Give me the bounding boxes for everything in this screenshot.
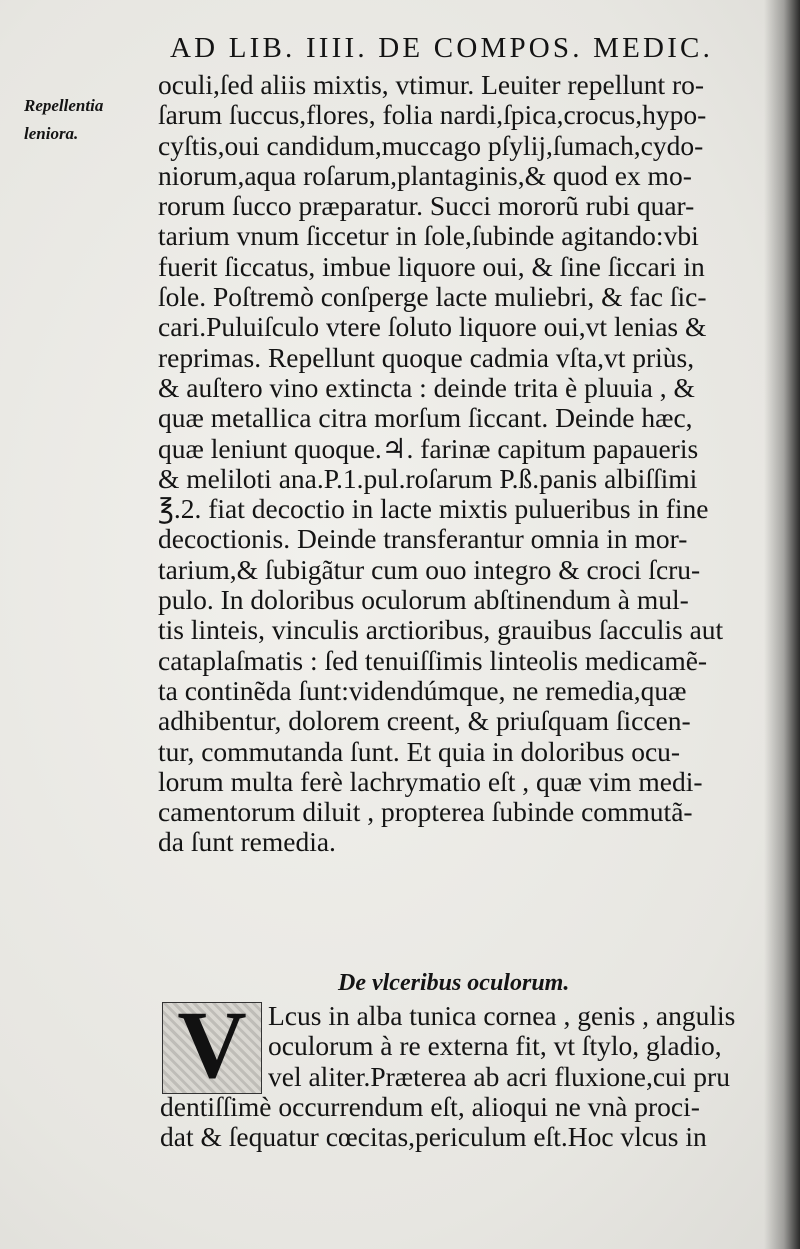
text-line: camentorum diluit , propterea ſubinde commutã- <box>158 796 693 828</box>
running-header: AD LIB. IIII. DE COMPOS. MEDIC. <box>170 32 714 64</box>
text-line: tarium vnum ſiccetur in ſole,ſubinde agitando:vbi <box>158 220 699 252</box>
text-line: & meliloti ana.P.1.pul.roſarum P.ß.panis albiſſimi <box>158 462 698 494</box>
section-paragraph <box>160 1001 760 1152</box>
text-line: lorum multa ferè lachrymatio eſt , quæ vim medi- <box>158 765 703 797</box>
text-line: oculorum à re externa fit, vt ſtylo, gladio, <box>268 1030 722 1062</box>
text-line: ſole. Poſtremò conſperge lacte muliebri, & fac ſic- <box>158 281 707 313</box>
text-line: rorum ſucco præparatur. Succi mororũ rubi quar- <box>158 190 695 222</box>
text-line: cataplaſmatis : ſed tenuiſſimis linteolis medicamẽ- <box>158 644 708 676</box>
text-line: tis linteis, vinculis arctioribus, grauibus ſacculis aut <box>158 614 724 646</box>
text-line: cari.Puluiſculo vtere ſoluto liquore oui,vt lenias & <box>158 311 707 343</box>
text-line: niorum,aqua roſarum,plantaginis,& quod ex mo- <box>158 159 692 191</box>
text-line: adhibentur, dolorem creent, & priuſquam ſiccen- <box>158 705 691 737</box>
margin-note <box>24 92 159 148</box>
margin-note-line: Repellentia <box>24 96 104 115</box>
text-line: quæ metallica citra morſum ſiccant. Deinde hæc, <box>158 402 693 434</box>
text-line: Lcus in alba tunica cornea , genis , angulis <box>268 1000 736 1031</box>
text-line: dentiſſimè occurrendum eſt, alioqui ne vnà proci- <box>160 1090 700 1122</box>
text-line: dat & ſequatur cœcitas,periculum eſt.Hoc vlcus in <box>160 1121 707 1153</box>
section-heading: De vlceribus oculorum. <box>338 970 570 996</box>
text-line: tarium,& ſubigãtur cum ouo integro & croci ſcru- <box>158 553 701 585</box>
text-line: fuerit ſiccatus, imbue liquore oui, & ſine ſiccari in <box>158 250 705 282</box>
text-line: vel aliter.Præterea ab acri fluxione,cui pru <box>268 1060 730 1092</box>
text-line: oculi,ſed aliis mixtis, vtimur. Leuiter repellunt ro- <box>158 69 705 100</box>
text-line: ta continẽda ſunt:videndúmque, ne remedia,quæ <box>158 674 687 706</box>
text-line: pulo. In doloribus oculorum abſtinendum à mul- <box>158 584 689 616</box>
text-line: quæ leniunt quoque.♃. farinæ capitum papaueris <box>158 432 699 464</box>
text-line: tur, commutanda ſunt. Et quia in doloribus ocu- <box>158 735 681 767</box>
text-line: & auſtero vino extincta : deinde trita è pluuia , & <box>158 371 695 403</box>
text-line: reprimas. Repellunt quoque cadmia vſta,vt priùs, <box>158 341 695 373</box>
text-line: ſarum ſuccus,flores, folia nardi,ſpica,crocus,hypo- <box>158 99 707 131</box>
page-binding-shadow <box>764 0 800 1249</box>
drop-initial-letter: V <box>177 1002 247 1094</box>
text-line: cyſtis,oui candidum,muccago pſylij,ſumach,cydo- <box>158 129 704 161</box>
text-line: ℥.2. fiat decoctio in lacte mixtis pulueribus in fine <box>158 493 709 525</box>
margin-note-line: leniora. <box>24 124 79 143</box>
text-line: decoctionis. Deinde transferantur omnia in mor- <box>158 523 688 555</box>
body-text <box>158 70 758 858</box>
text-line: da ſunt remedia. <box>158 826 336 858</box>
